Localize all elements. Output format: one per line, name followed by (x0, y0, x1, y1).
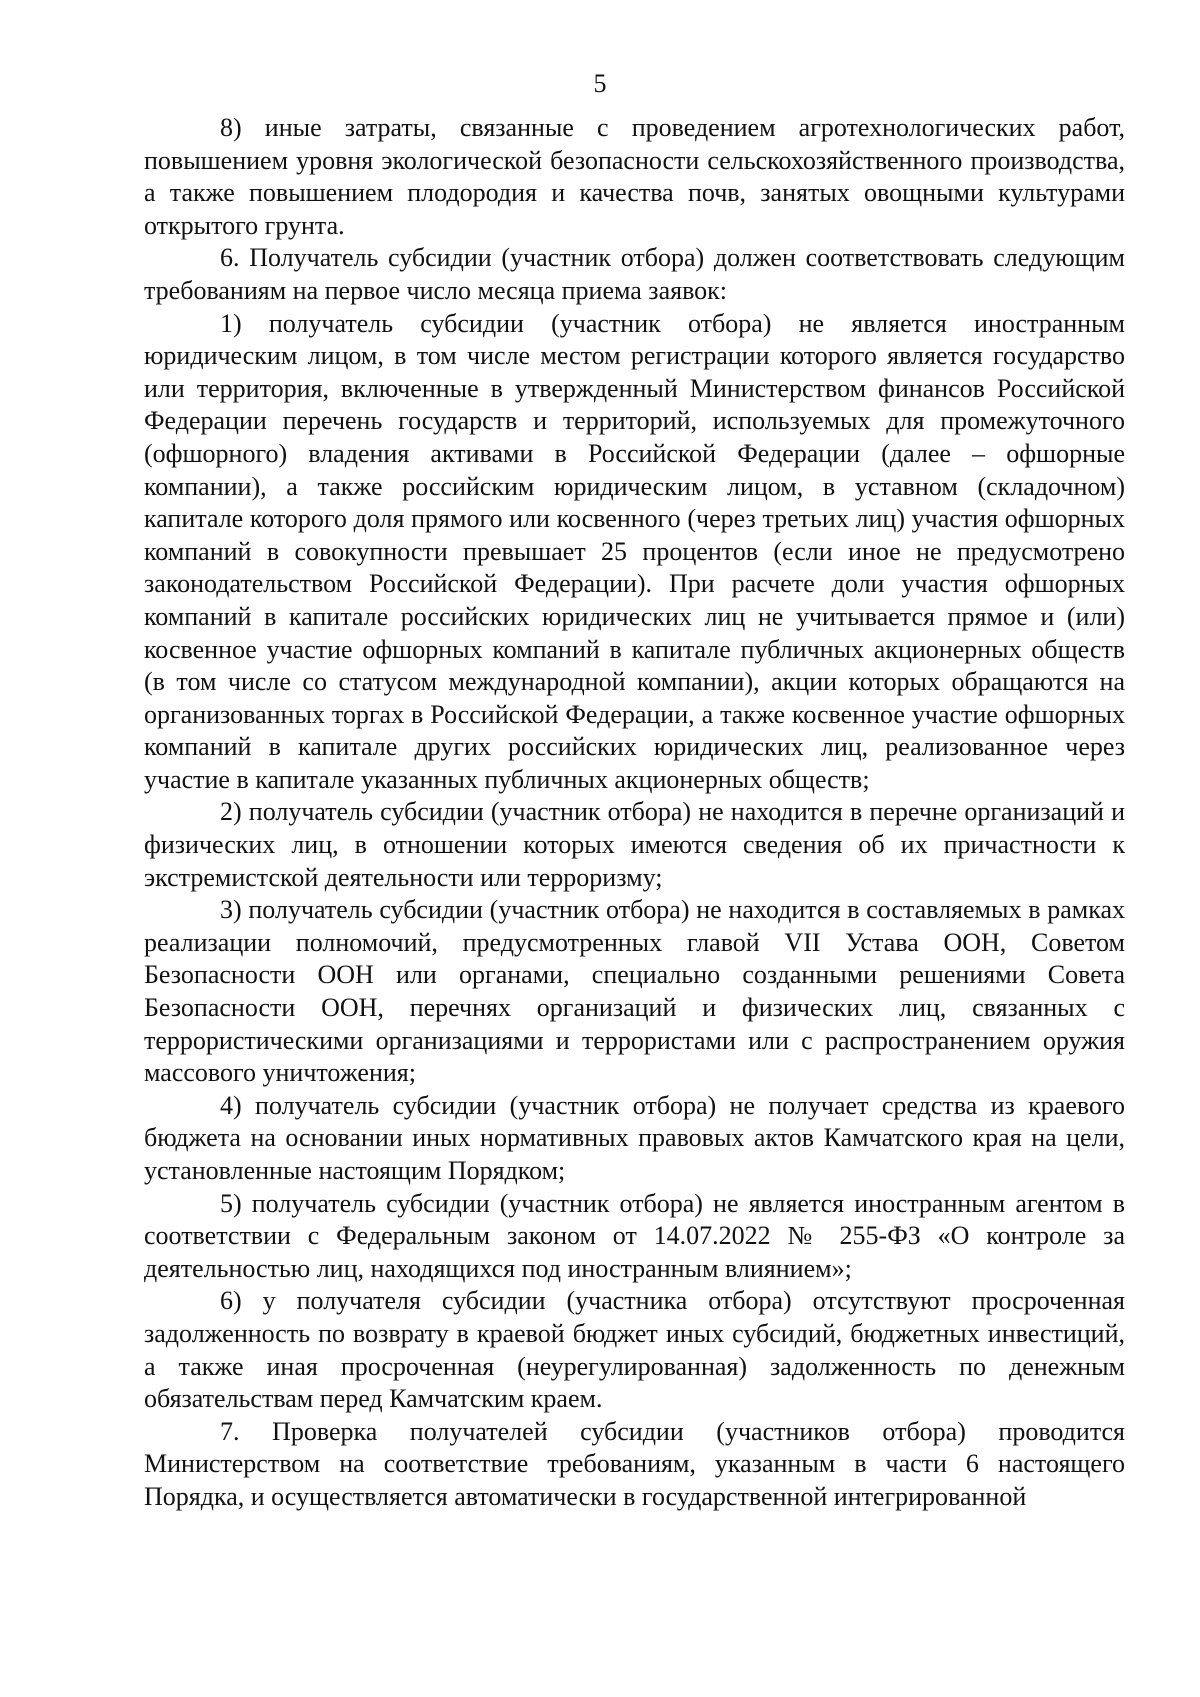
paragraph-requirement-2-extremism: 2) получатель субсидии (участник отбора) не находится в перечне организаций и физических лиц, в отношении которых имеются сведения об их причастности к экстремистской деятельности или терроризму; (144, 797, 1125, 892)
page-number: 5 (593, 69, 607, 98)
paragraph-requirement-3-un-lists: 3) получатель субсидии (участник отбора) не находится в составляемых в рамках реализации полномочий, предусмотренных главой VII Устава ООН, Советом Безопасности ООН или органами, специально созданными решениями Совета Безопасности ООН, перечнях организаций и физических лиц, связанных с террористическими организациями и террористами или с распространением оружия массового уничтожения; (144, 895, 1125, 1088)
paragraph-requirement-4-budget-funds: 4) получатель субсидии (участник отбора) не получает средства из краевого бюджета на основании иных нормативных правовых актов Камчатского края на цели, установленные настоящим Порядком; (144, 1090, 1125, 1185)
paragraph-section-7-verification: 7. Проверка получателей субсидии (участников отбора) проводится Министерством на соответствие требованиям, указанным в части 6 настоящего Порядка, и осуществляется автоматически в государственной интегрированной (144, 1416, 1125, 1511)
paragraph-requirement-1-offshore: 1) получатель субсидии (участник отбора) не является иностранным юридическим лицом, в том числе местом регистрации которого является государство или территория, включенные в утвержденный Министерством финансов Российской Федерации перечень государств и территорий, используемых для промежуточного (офшорного) владения активами в Российской Федерации (далее – офшорные компании), а также российским юридическим лицом, в уставном (складочном) капитале которого доля прямого или косвенного (через третьих лиц) участия офшорных компаний в совокупности превышает 25 процентов (если иное не предусмотрено законодательством Российской Федерации). При расчете доли участия офшорных компаний в капитале российских юридических лиц не учитывается прямое и (или) косвенное участие офшорных компаний в капитале публичных акционерных обществ (в том числе со статусом международной компании), акции которых обращаются на организованных торгах в Российской Федерации, а также косвенное участие офшорных компаний в капитале других российских юридических лиц, реализованное через участие в капитале указанных публичных акционерных обществ; (144, 308, 1125, 794)
paragraph-requirement-5-foreign-agent: 5) получатель субсидии (участник отбора) не является иностранным агентом в соответствии с Федеральным законом от 14.07.2022 № 255-ФЗ «О контроле за деятельностью лиц, находящихся под иностранным влиянием»; (144, 1188, 1125, 1283)
paragraph-section-6-requirements: 6. Получатель субсидии (участник отбора) должен соответствовать следующим требованиям на первое число месяца приема заявок: (144, 243, 1125, 305)
document-body (144, 112, 1125, 1514)
paragraph-requirement-6-debts: 6) у получателя субсидии (участника отбора) отсутствуют просроченная задолженность по возврату в краевой бюджет иных субсидий, бюджетных инвестиций, а также иная просроченная (неурегулированная) задолженность по денежным обязательствам перед Камчатским краем. (144, 1286, 1125, 1414)
paragraph-item-8-other-costs: 8) иные затраты, связанные с проведением агротехнологических работ, повышением уровня экологической безопасности сельскохозяйственного производства, а также повышением плодородия и качества почв, занятых овощными культурами открытого грунта. (144, 113, 1125, 240)
